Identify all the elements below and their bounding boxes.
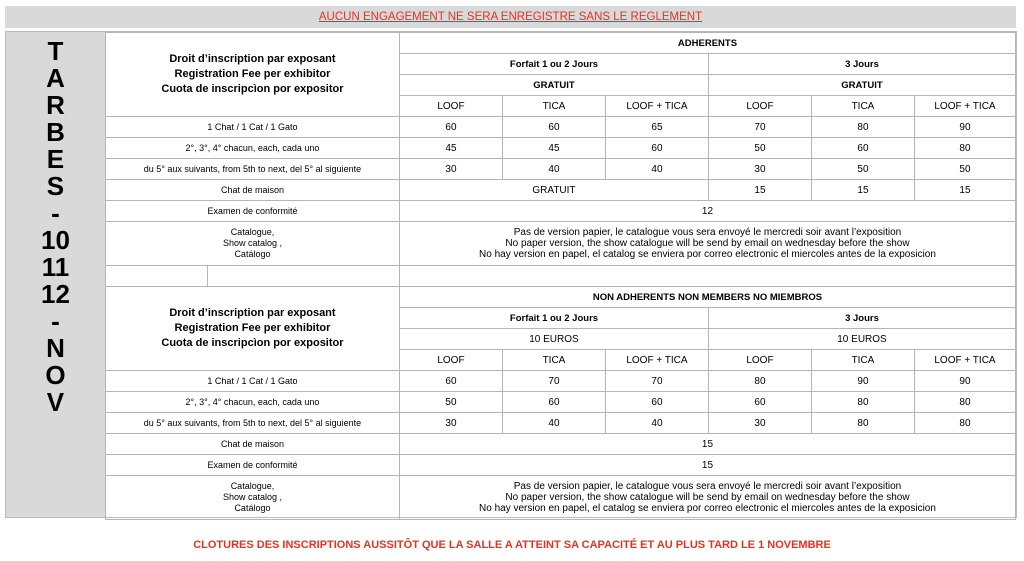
fee-cell: 80 xyxy=(914,138,1015,159)
house-cat-label: Chat de maison xyxy=(105,180,399,201)
non-adherents-fee-forfait: 10 EUROS xyxy=(399,329,708,350)
fee-cell: 40 xyxy=(605,159,708,180)
fee-cell: 80 xyxy=(708,371,811,392)
table-row xyxy=(105,180,1015,201)
side-letter: 12 xyxy=(41,279,70,309)
fee-cell: 90 xyxy=(914,117,1015,138)
fee-cell: 40 xyxy=(502,159,605,180)
table-row xyxy=(105,222,1015,266)
fee-cell: 80 xyxy=(811,413,914,434)
catalog-label: Catalogue, Show catalog , Catálogo xyxy=(105,222,399,266)
fee-cell: 15 xyxy=(914,180,1015,201)
fee-cell: 45 xyxy=(502,138,605,159)
side-letter: N xyxy=(46,333,65,363)
adherents-section-title: ADHERENTS xyxy=(399,33,1015,54)
side-letter: A xyxy=(46,63,65,93)
table-row xyxy=(105,138,1015,159)
fee-cell: 80 xyxy=(914,413,1015,434)
house-cat-value: 15 xyxy=(399,434,1015,455)
non-adherents-fee-3days: 10 EUROS xyxy=(708,329,1015,350)
row-label: 1 Chat / 1 Cat / 1 Gato xyxy=(105,117,399,138)
fee-cell: 15 xyxy=(708,180,811,201)
side-letter: - xyxy=(51,198,60,228)
fee-cell: 30 xyxy=(399,413,502,434)
table-row xyxy=(105,117,1015,138)
side-letter: E xyxy=(46,144,65,174)
fee-cell: 65 xyxy=(605,117,708,138)
fee-cell: 30 xyxy=(708,413,811,434)
adherents-fee-title: Droit d’inscription par exposant Registration Fee per exhibitor Cuota de inscripcìon por expositor xyxy=(105,33,399,117)
fee-cell: 70 xyxy=(605,371,708,392)
row-label: 1 Chat / 1 Cat / 1 Gato xyxy=(105,371,399,392)
fee-cell: 45 xyxy=(399,138,502,159)
empty-cell xyxy=(105,266,207,287)
fee-cell: 60 xyxy=(502,392,605,413)
subheader: LOOF xyxy=(708,96,811,117)
subheader: LOOF xyxy=(708,350,811,371)
side-letter: R xyxy=(46,90,65,120)
registration-warning-banner: AUCUN ENGAGEMENT NE SERA ENREGISTRE SANS LE REGLEMENT xyxy=(5,6,1016,28)
fee-cell: 50 xyxy=(708,138,811,159)
subheader: TICA xyxy=(811,96,914,117)
fee-cell: 50 xyxy=(914,159,1015,180)
table-row xyxy=(105,434,1015,455)
side-letter: 11 xyxy=(41,252,70,282)
fee-cell: 80 xyxy=(811,392,914,413)
side-letter: B xyxy=(46,117,65,147)
fee-cell: 50 xyxy=(399,392,502,413)
subheader: LOOF xyxy=(399,96,502,117)
adherents-fee-3days: GRATUIT xyxy=(708,75,1015,96)
fee-cell: 30 xyxy=(399,159,502,180)
fee-cell: 40 xyxy=(502,413,605,434)
house-cat-label: Chat de maison xyxy=(105,434,399,455)
fee-sheet xyxy=(5,31,1017,518)
fee-cell: 50 xyxy=(811,159,914,180)
adherents-col-3days: 3 Jours xyxy=(708,54,1015,75)
subheader: TICA xyxy=(811,350,914,371)
spacer-row xyxy=(105,266,1015,287)
fee-cell: 40 xyxy=(605,413,708,434)
table-row xyxy=(105,371,1015,392)
catalog-label: Catalogue, Show catalog , Catálogo xyxy=(105,476,399,520)
fee-cell: 80 xyxy=(811,117,914,138)
fee-cell: 60 xyxy=(399,117,502,138)
subheader: LOOF + TICA xyxy=(605,350,708,371)
table-row xyxy=(105,201,1015,222)
side-letter: - xyxy=(51,306,60,336)
side-letter: O xyxy=(45,360,66,390)
row-label: du 5° aux suivants, from 5th to next, del 5° al siguiente xyxy=(105,413,399,434)
table-row xyxy=(105,476,1015,520)
exam-label: Examen de conformité xyxy=(105,201,399,222)
fee-cell: 60 xyxy=(502,117,605,138)
subheader: TICA xyxy=(502,350,605,371)
fee-cell: 60 xyxy=(605,138,708,159)
fee-cell: 70 xyxy=(708,117,811,138)
table-row xyxy=(105,392,1015,413)
adherents-fee-forfait: GRATUIT xyxy=(399,75,708,96)
table-row xyxy=(105,159,1015,180)
house-cat-forfait: GRATUIT xyxy=(399,180,708,201)
exam-value: 15 xyxy=(399,455,1015,476)
catalog-note: Pas de version papier, le catalogue vous sera envoyé le mercredi soir avant l’exposition No paper version, the show catalogue will be send by email on wednesday before the show No hay version en papel, el catalog se enviera por correo electronic el miercoles antes de la exposicion xyxy=(399,476,1015,520)
subheader: LOOF xyxy=(399,350,502,371)
fee-table xyxy=(105,32,1016,520)
side-letter: S xyxy=(46,171,65,201)
row-label: 2°, 3°, 4° chacun, each, cada uno xyxy=(105,392,399,413)
table-row xyxy=(105,455,1015,476)
row-label: du 5° aux suivants, from 5th to next, del 5° al siguiente xyxy=(105,159,399,180)
subheader: LOOF + TICA xyxy=(914,96,1015,117)
fee-cell: 90 xyxy=(811,371,914,392)
non-adherents-section-title: NON ADHERENTS NON MEMBERS NO MIEMBROS xyxy=(399,287,1015,308)
fee-cell: 90 xyxy=(914,371,1015,392)
non-adherents-col-forfait: Forfait 1 ou 2 Jours xyxy=(399,308,708,329)
side-letter: V xyxy=(46,387,65,417)
fee-cell: 15 xyxy=(811,180,914,201)
subheader: TICA xyxy=(502,96,605,117)
subheader: LOOF + TICA xyxy=(914,350,1015,371)
catalog-note: Pas de version papier, le catalogue vous sera envoyé le mercredi soir avant l’exposition No paper version, the show catalogue will be send by email on wednesday before the show No hay version en papel, el catalog se enviera por correo electronic el miercoles antes de la exposicion xyxy=(399,222,1015,266)
exam-value: 12 xyxy=(399,201,1015,222)
fee-cell: 70 xyxy=(502,371,605,392)
table-row xyxy=(105,413,1015,434)
empty-cell xyxy=(399,266,1015,287)
side-letter: T xyxy=(47,36,64,66)
registration-deadline-notice: CLOTURES DES INSCRIPTIONS AUSSITÔT QUE LA SALLE A ATTEINT SA CAPACITÉ ET AU PLUS TARD LE 1 NOVEMBRE xyxy=(193,539,831,551)
subheader: LOOF + TICA xyxy=(605,96,708,117)
empty-cell xyxy=(207,266,399,287)
fee-cell: 60 xyxy=(399,371,502,392)
exam-label: Examen de conformité xyxy=(105,455,399,476)
fee-cell: 60 xyxy=(811,138,914,159)
row-label: 2°, 3°, 4° chacun, each, cada uno xyxy=(105,138,399,159)
fee-cell: 60 xyxy=(708,392,811,413)
event-vertical-label xyxy=(6,32,105,517)
side-letter: 10 xyxy=(41,225,70,255)
fee-cell: 80 xyxy=(914,392,1015,413)
fee-cell: 60 xyxy=(605,392,708,413)
fee-cell: 30 xyxy=(708,159,811,180)
non-adherents-fee-title: Droit d’inscription par exposant Registration Fee per exhibitor Cuota de inscripcìon por expositor xyxy=(105,287,399,371)
non-adherents-col-3days: 3 Jours xyxy=(708,308,1015,329)
adherents-col-forfait: Forfait 1 ou 2 Jours xyxy=(399,54,708,75)
